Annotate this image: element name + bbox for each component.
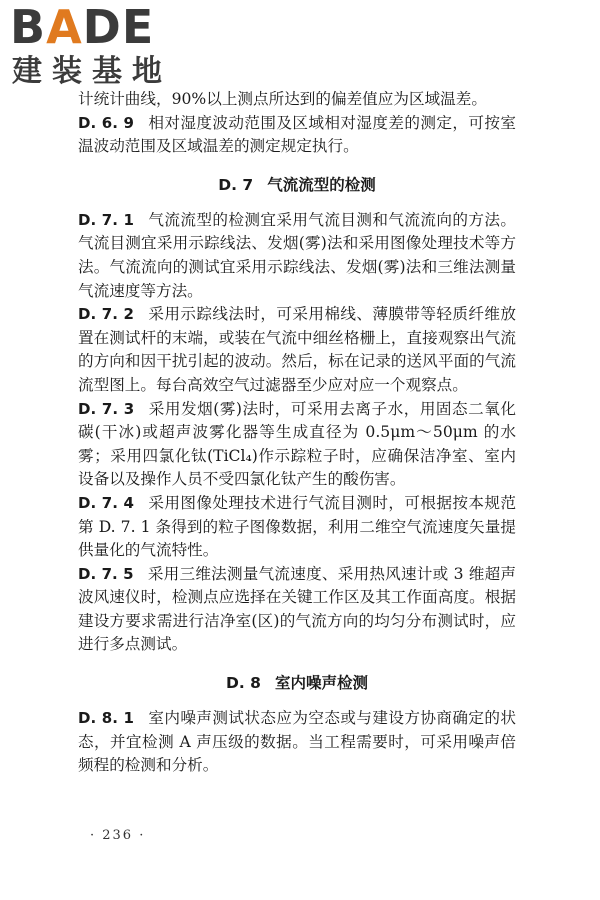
section-number: D. 7 [218,175,254,194]
clause-number: D. 7. 2 [78,305,134,324]
section-number: D. 8 [226,674,261,693]
clause-number: D. 7. 5 [78,564,134,583]
clause-text: 采用示踪线法时，可采用棉线、薄膜带等轻质纤维放置在测试杆的末端，或装在气流中细丝格栅上，直接观察出气流的方向和因干扰引起的波动。然后，标在记录的送风平面的气流流型图上。每台高效空气过滤器至少应对应一个观察点。 [78,305,516,394]
clause-text: 相对湿度波动范围及区域相对湿度差的测定，可按室温波动范围及区域温差的测定规定执行。 [78,113,516,156]
clause-number: D. 6. 9 [78,113,134,132]
document-body [78,88,516,778]
clause-text: 采用图像处理技术进行气流目测时，可根据按本规范第 D. 7. 1 条得到的粒子图像数据，利用二维空气流速度矢量提供量化的气流特性。 [78,493,516,560]
clause-text: 采用发烟(雾)法时，可采用去离子水，用固态二氧化碳(干冰)或超声波雾化器等生成直径为 0.5μm～50μm 的水雾；采用四氯化钛(TiCl₄)作示踪粒子时，应确保洁净室、室内设备以及操作人员不受四氯化钛产生的酸伤害。 [78,399,516,489]
section-title: 气流流型的检测 [267,175,376,194]
clause-d-7-2 [78,303,516,397]
page-number: · 236 · [90,828,146,843]
clause-d-7-3 [78,398,516,492]
clause-text: 采用三维法测量气流速度、采用热风速计或 3 维超声波风速仪时，检测点应选择在关键工作区及其工作面高度。根据建设方要求需进行洁净室(区)的气流方向的均匀分布测试时，应进行多点测试。 [78,564,516,654]
clause-d-6-9 [78,112,516,159]
clause-d-7-1 [78,209,516,303]
clause-number: D. 7. 3 [78,399,135,418]
section-heading-d-8 [78,671,516,695]
clause-number: D. 8. 1 [78,709,134,728]
clause-text: 室内噪声测试状态应为空态或与建设方协商确定的状态，并宜检测 A 声压级的数据。当工程需要时，可采用噪声倍频程的检测和分析。 [78,709,516,775]
clause-number: D. 7. 4 [78,493,134,512]
clause-d-7-5 [78,563,516,657]
section-heading-d-7 [78,173,516,197]
bade-logo [10,2,190,92]
clause-number: D. 7. 1 [78,210,134,229]
logo-subtitle: 建装基地 [12,54,172,89]
clause-d-7-4 [78,492,516,563]
clause-d-8-1 [78,707,516,778]
logo-wordmark: BADE [10,0,155,54]
paragraph-continued: 计统计曲线，90%以上测点所达到的偏差值应为区域温差。 [78,90,487,108]
section-title: 室内噪声检测 [274,674,368,693]
clause-text: 气流流型的检测宜采用气流目测和气流流向的方法。气流目测宜采用示踪线法、发烟(雾)法和采用图像处理技术等方法。气流流向的测试宜采用示踪线法、发烟(雾)法和三维法测量气流速度等方法。 [78,210,516,300]
